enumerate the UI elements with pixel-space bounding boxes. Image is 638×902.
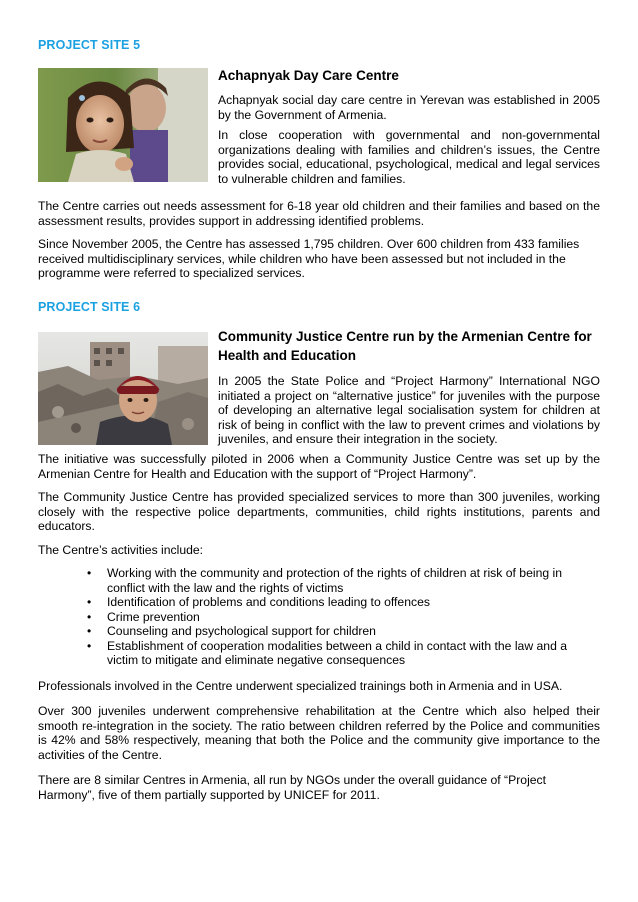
site6-title: Community Justice Centre run by the Armenian Centre for Health and Education	[218, 329, 592, 363]
bullet-icon: •	[87, 624, 92, 638]
list-item: • Working with the community and protection of the rights of children at risk of being in conflict with the law and the rights of victims	[87, 566, 563, 595]
site5-title: Achapnyak Day Care Centre	[218, 68, 399, 83]
site5-side-paragraph-1: Achapnyak social day care centre in Yerevan was established in 2005 by the Government of Armenia.	[218, 93, 600, 122]
site5-heading: PROJECT SITE 5	[38, 38, 141, 52]
site6-paragraph-3: The Centre’s activities include:	[38, 542, 204, 557]
site5-body	[38, 199, 600, 290]
site6-photo-boy	[38, 332, 208, 445]
site5-text-column	[218, 66, 600, 192]
bullet-icon: •	[87, 566, 92, 580]
site6-closing-paragraph-2: Over 300 juveniles underwent comprehensive rehabilitation at the Centre which also helped their smooth re-integration in the society. The ratio between children referred by the Police and communities is 42% and 58% respectively, meaning that both the Police and the community give importance to the activities of the Centre.	[38, 704, 600, 762]
site6-text-column	[218, 327, 600, 453]
site6-paragraph-1: The initiative was successfully piloted in 2006 when a Community Justice Centre was set up by the Armenian Centre for Health and Education with the support of “Project Harmony”.	[38, 452, 600, 481]
list-item: • Identification of problems and conditions leading to offences	[87, 595, 430, 609]
list-item: • Establishment of cooperation modalities between a child in contact with the law and a victim to mitigate and eliminate negative consequences	[87, 638, 568, 667]
site6-heading: PROJECT SITE 6	[38, 300, 141, 314]
site6-closing-paragraph-3: There are 8 similar Centres in Armenia, all run by NGOs under the overall guidance of “Project Harmony”, five of them partially supported by UNICEF for 2011.	[38, 773, 547, 802]
list-item: • Counseling and psychological support for children	[87, 624, 376, 638]
site6-side-paragraph-1: In 2005 the State Police and “Project Harmony” International NGO initiated a project on “alternative justice” for juveniles with the purpose of developing an alternative legal socialisation system for children at risk of being in conflict with the law to prevent crimes and violations by juveniles, and ensure their integration in the society.	[218, 374, 600, 446]
bullet-icon: •	[87, 595, 92, 609]
site6-closing-paragraph-1: Professionals involved in the Centre underwent specialized trainings both in Armenia and in USA.	[38, 678, 563, 693]
site6-body	[38, 452, 600, 811]
site5-photo-children	[38, 68, 208, 182]
site6-paragraph-2: The Community Justice Centre has provided specialized services to more than 300 juveniles, working closely with the respective police departments, communities, child rights institutions, parents and educators.	[38, 490, 600, 533]
site5-paragraph-1: The Centre carries out needs assessment for 6-18 year old children and their families and based on the assessment results, provides support in addressing identified problems.	[38, 199, 600, 228]
site5-paragraph-2: Since November 2005, the Centre has assessed 1,795 children. Over 600 children from 433 families received multidisciplinary services, while children who have been assessed but not included in the programme were referred to specialized services.	[38, 237, 580, 280]
list-item: • Crime prevention	[87, 609, 200, 624]
bullet-icon: •	[87, 609, 92, 624]
site5-side-paragraph-2: In close cooperation with governmental and non-governmental organizations dealing with families and children’s issues, the Centre provides social, educational, psychological, medical and legal services to vulnerable children and families.	[218, 128, 600, 186]
bullet-icon: •	[87, 638, 92, 653]
activities-list	[38, 566, 600, 668]
